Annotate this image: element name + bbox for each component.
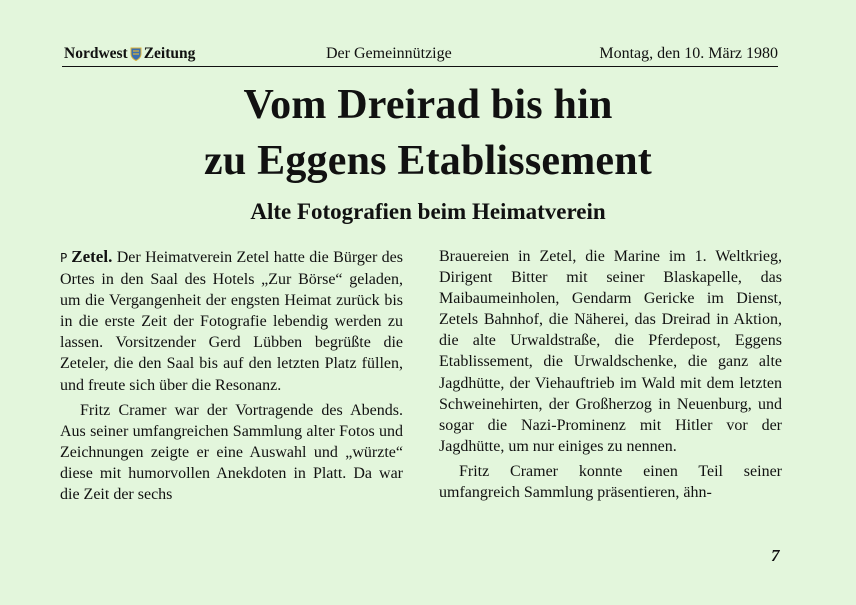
paragraph	[60, 246, 403, 396]
dateline-place: Zetel.	[71, 247, 113, 266]
paragraph: Brauereien in Zetel, die Marine im 1. Weltkrieg, Dirigent Bitter mit seiner Blaskapelle, das Maibaumeinholen, Gendarm Gericke im Dienst, Zetels Bahnhof, die Näherei, das Dreirad in Aktion, die alte Urwaldstraße, die Pferdepost, Eggens Etablissement, die Urwaldschenke, die ganz alte Jagdhütte, der Viehauftrieb im Wald mit dem letzten Schweinehirten, der Großherzog in Neuenburg, und sogar die Nazi-Prominenz mit Hitler vor der Jagdhütte, um nur einiges zu nennen.	[439, 248, 782, 455]
newspaper-name-part1: Nordwest	[64, 45, 128, 62]
article-column-right	[439, 246, 782, 503]
headline-line-1: Vom Dreirad bis hin	[243, 82, 613, 128]
newspaper-name	[64, 45, 195, 63]
page-number: 7	[771, 546, 780, 565]
section-name: Der Gemeinnützige	[326, 45, 452, 62]
paragraph: Fritz Cramer war der Vortragende des Abends. Aus seiner umfangreichen Sammlung alter Fotos und Zeichnungen zeigte er eine Auswahl und „würzte“ diese mit humorvollen Anekdoten in Platt. Da war die Zeit der sechs	[60, 401, 403, 504]
subheadline: Alte Fotografien beim Heimatverein	[250, 199, 606, 224]
newspaper-name-part2: Zeitung	[143, 45, 196, 62]
paragraph: Fritz Cramer konnte einen Teil seiner umfangreich Sammlung präsentieren, ähn-	[439, 462, 782, 502]
issue-date: Montag, den 10. März 1980	[599, 45, 778, 62]
masthead	[62, 44, 778, 67]
article-column-left	[60, 246, 403, 505]
coat-of-arms-icon	[130, 47, 142, 61]
dateline-mark: P	[60, 251, 68, 265]
paragraph-text: Der Heimatverein Zetel hatte die Bürger des Ortes in den Saal des Hotels „Zur Börse“ geladen, um die Vergangenheit der engsten Heimat zurück bis in die erste Zeit der Fotografie lebendig werden zu lassen. Vorsitzender Gerd Lübben begrüßte die Zeteler, die den Saal bis auf den letzten Platz füllen, und freute sich über die Resonanz.	[60, 249, 403, 394]
headline-line-2: zu Eggens Etablissement	[204, 138, 652, 184]
